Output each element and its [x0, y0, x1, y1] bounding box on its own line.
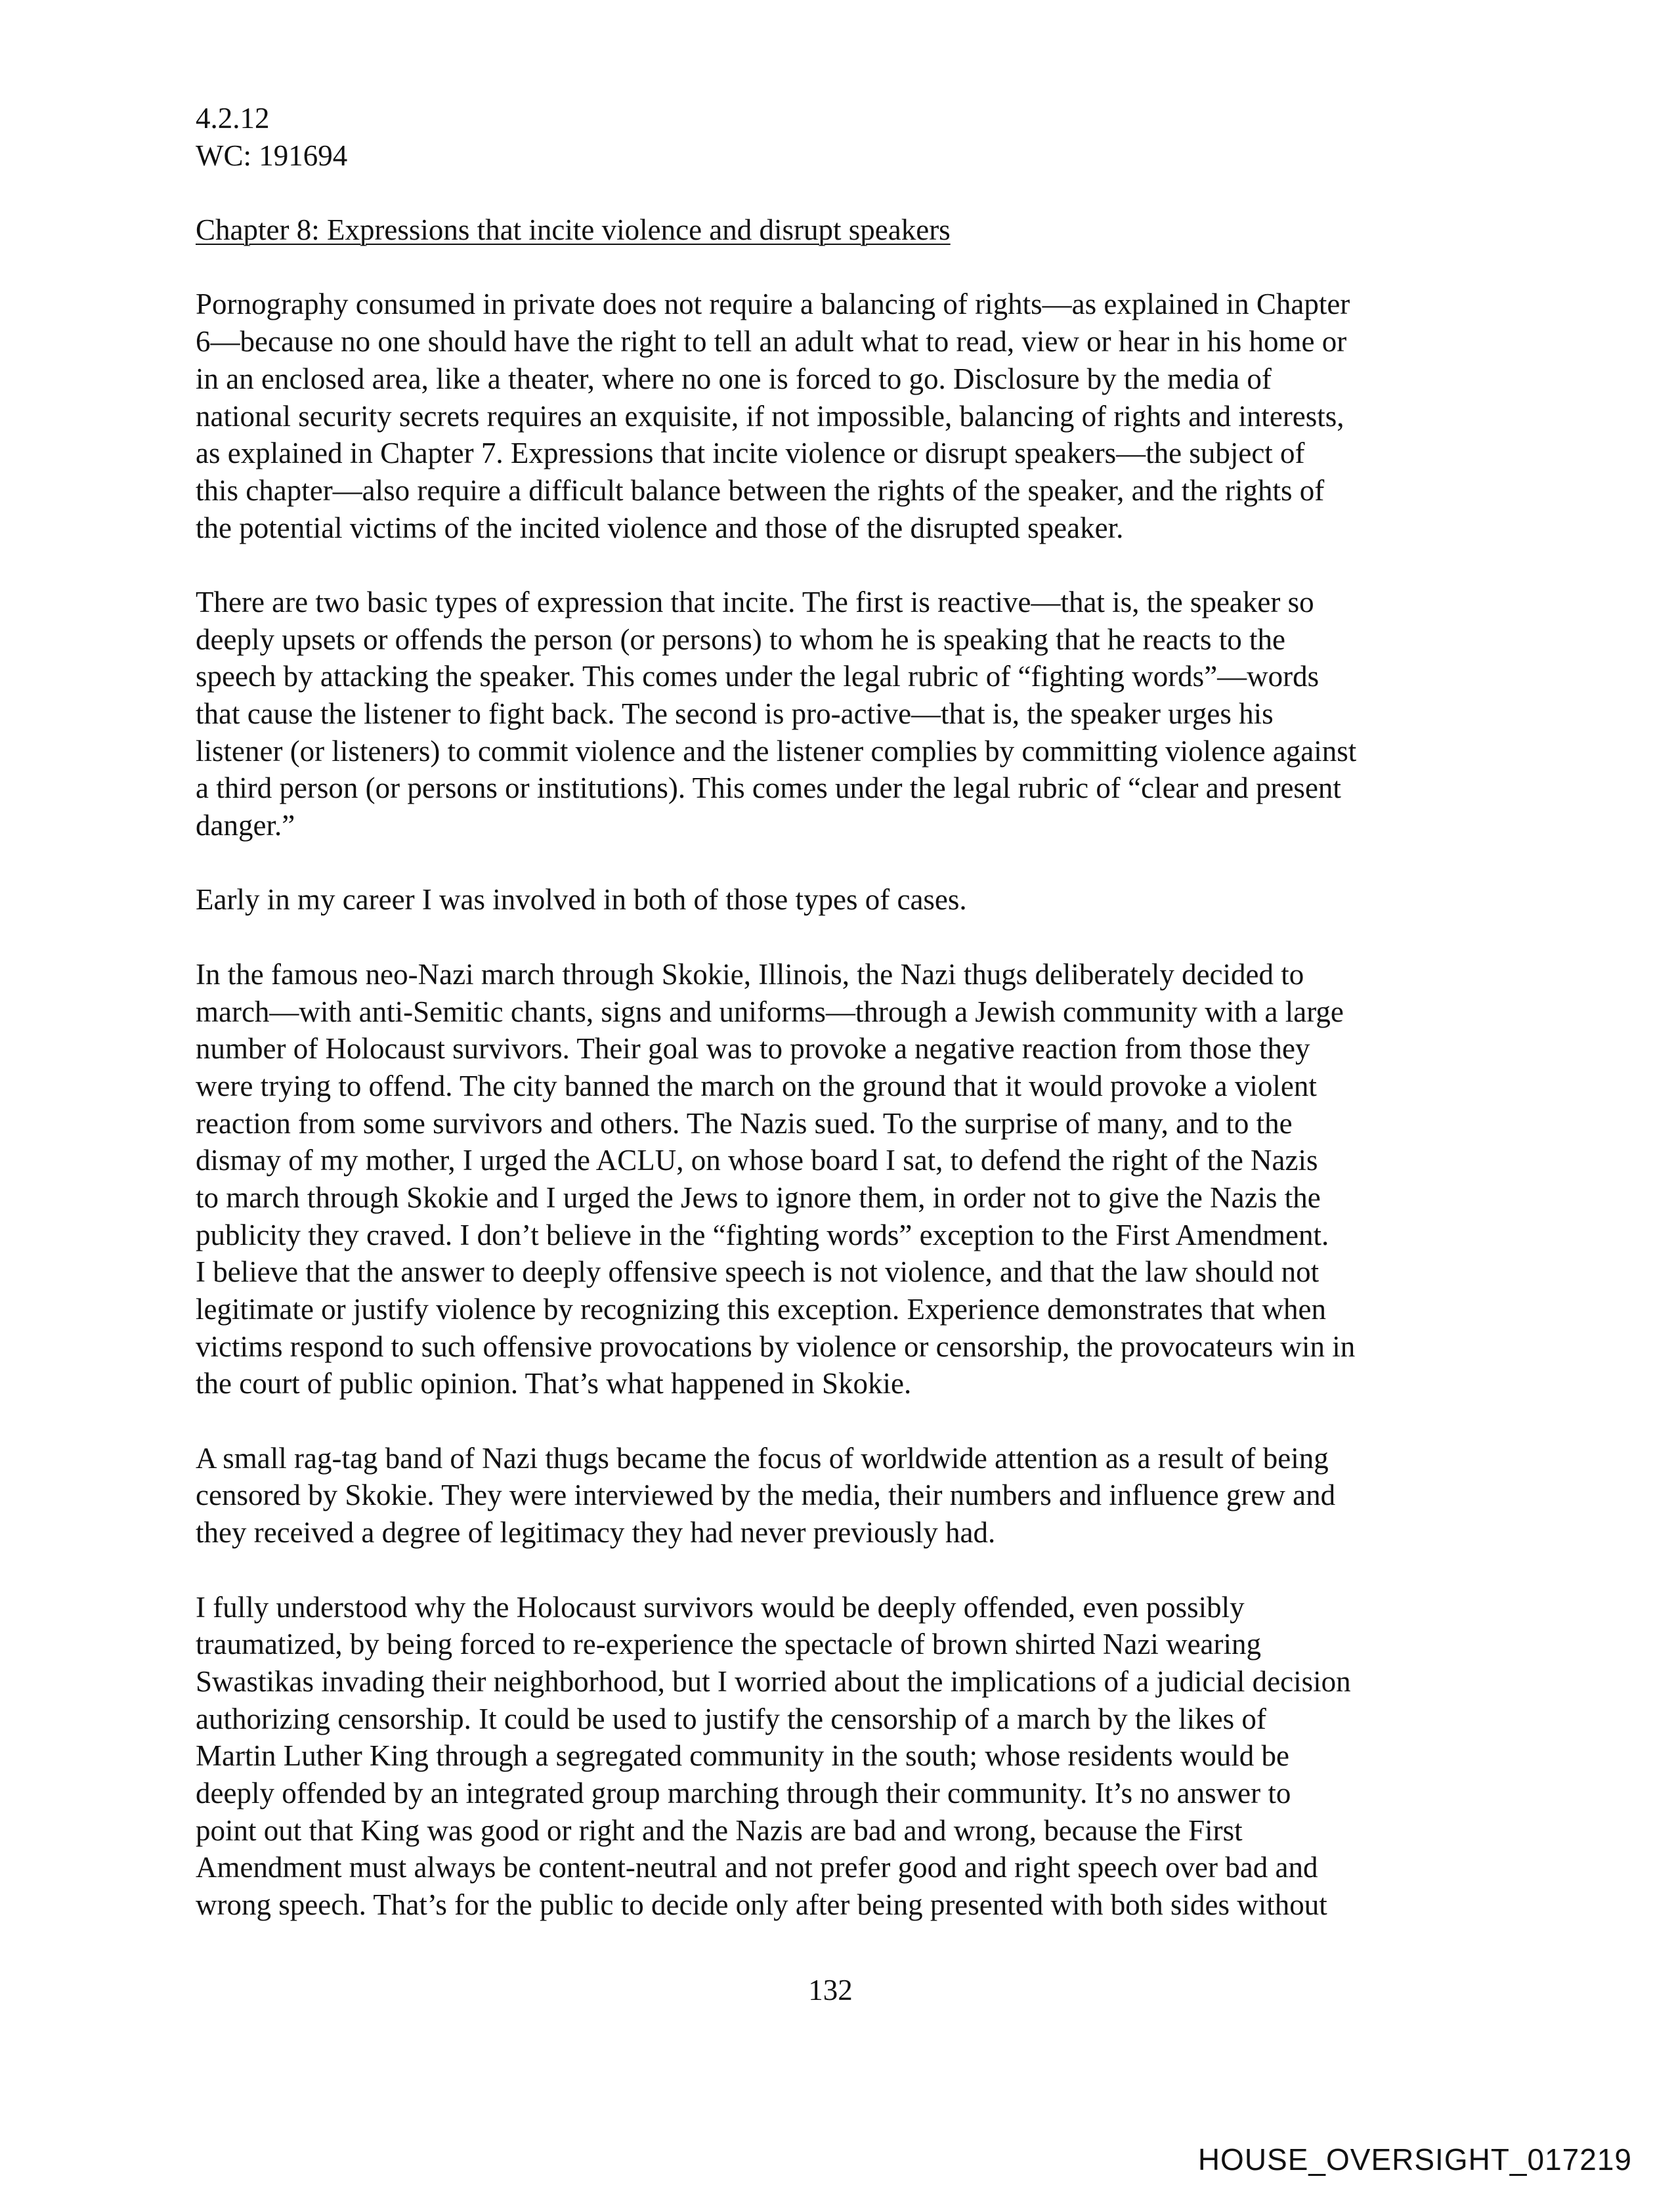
paragraph-line: dismay of my mother, I urged the ACLU, on whose board I sat, to defend the right of the Nazis: [196, 1144, 1318, 1177]
paragraph-line: danger.”: [196, 809, 295, 842]
paragraph-line: traumatized, by being forced to re-experience the spectacle of brown shirted Nazi wearing: [196, 1628, 1262, 1661]
paragraph-line: Early in my career I was involved in both of those types of cases.: [196, 883, 967, 917]
spacer: [196, 844, 1482, 882]
paragraph: [196, 584, 1482, 844]
paragraph-line: There are two basic types of expression that incite. The first is reactive—that is, the speaker so: [196, 585, 1314, 618]
paragraph-line: Swastikas invading their neighborhood, but I worried about the implications of a judicial decision: [196, 1664, 1351, 1698]
paragraph-line: 6—because no one should have the right to tell an adult what to read, view or hear in his home or: [196, 325, 1347, 358]
paragraph-line: I fully understood why the Holocaust survivors would be deeply offended, even possibly: [196, 1590, 1245, 1624]
paragraph-line: publicity they craved. I don’t believe in the “fighting words” exception to the First Amendment.: [196, 1218, 1329, 1251]
paragraph: [196, 1589, 1482, 1924]
bates-footer: HOUSE_OVERSIGHT_017219: [1197, 2142, 1632, 2177]
paragraph-line: were trying to offend. The city banned the march on the ground that it would provoke a violent: [196, 1069, 1317, 1102]
spacer: [196, 546, 1482, 584]
spacer: [196, 1551, 1482, 1589]
paragraph-line: authorizing censorship. It could be used to justify the censorship of a march by the likes of: [196, 1702, 1266, 1735]
paragraph: [196, 881, 1482, 919]
paragraph-line: censored by Skokie. They were interviewed by the media, their numbers and influence grew and: [196, 1479, 1336, 1512]
spacer: [196, 249, 1482, 286]
spacer: [196, 1402, 1482, 1440]
paragraph-line: that cause the listener to fight back. The second is pro-active—that is, the speaker urges his: [196, 697, 1274, 730]
paragraph-line: speech by attacking the speaker. This comes under the legal rubric of “fighting words”—words: [196, 660, 1320, 693]
paragraph-line: as explained in Chapter 7. Expressions that incite violence or disrupt speakers—the subject of: [196, 437, 1305, 470]
paragraph-line: listener (or listeners) to commit violence and the listener complies by committing violence against: [196, 734, 1357, 768]
paragraph-line: I believe that the answer to deeply offensive speech is not violence, and that the law should not: [196, 1255, 1320, 1289]
paragraph-line: wrong speech. That’s for the public to decide only after being presented with both sides without: [196, 1888, 1327, 1921]
paragraph-line: In the famous neo-Nazi march through Skokie, Illinois, the Nazi thugs deliberately decided to: [196, 957, 1304, 991]
paragraph-line: national security secrets requires an exquisite, if not impossible, balancing of rights and interests,: [196, 399, 1344, 433]
paragraph: [196, 286, 1482, 546]
page-number: 132: [808, 1974, 853, 2006]
paragraph-line: reaction from some survivors and others. The Nazis sued. To the surprise of many, and to the: [196, 1106, 1293, 1140]
paragraph-line: Amendment must always be content-neutral and not prefer good and right speech over bad and: [196, 1851, 1318, 1884]
document-date: 4.2.12: [196, 102, 270, 135]
paragraph-line: Martin Luther King through a segregated community in the south; whose residents would be: [196, 1739, 1289, 1773]
paragraph-line: A small rag-tag band of Nazi thugs became the focus of worldwide attention as a result of being: [196, 1441, 1329, 1475]
paragraph-line: march—with anti-Semitic chants, signs and uniforms—through a Jewish community with a large: [196, 995, 1344, 1028]
paragraph-line: this chapter—also require a difficult balance between the rights of the speaker, and the rights of: [196, 473, 1325, 507]
spacer: [196, 174, 1482, 211]
word-count: WC: 191694: [196, 139, 348, 172]
paragraph-line: Pornography consumed in private does not require a balancing of rights—as explained in Chapter: [196, 288, 1350, 321]
chapter-title: Chapter 8: Expressions that incite violence and disrupt speakers: [196, 213, 951, 247]
paragraph: [196, 1440, 1482, 1551]
paragraph-line: legitimate or justify violence by recognizing this exception. Experience demonstrates that when: [196, 1293, 1326, 1326]
spacer: [196, 919, 1482, 956]
paragraph-line: victims respond to such offensive provocations by violence or censorship, the provocateurs win in: [196, 1330, 1356, 1363]
paragraph-line: a third person (or persons or institutions). This comes under the legal rubric of “clear and present: [196, 771, 1341, 805]
paragraph-line: to march through Skokie and I urged the Jews to ignore them, in order not to give the Nazis the: [196, 1181, 1321, 1214]
paragraph-line: the court of public opinion. That’s what happened in Skokie.: [196, 1367, 912, 1400]
paragraph: [196, 956, 1482, 1402]
paragraph-line: number of Holocaust survivors. Their goal was to provoke a negative reaction from those they: [196, 1032, 1310, 1066]
paragraph-line: deeply offended by an integrated group marching through their community. It’s no answer to: [196, 1776, 1291, 1810]
paragraph-line: they received a degree of legitimacy they had never previously had.: [196, 1516, 996, 1550]
paragraph-line: point out that King was good or right and the Nazis are bad and wrong, because the First: [196, 1813, 1243, 1847]
document-body: [196, 100, 1482, 1924]
paragraph-line: the potential victims of the incited violence and those of the disrupted speaker.: [196, 511, 1124, 544]
paragraph-line: deeply upsets or offends the person (or persons) to whom he is speaking that he reacts to the: [196, 622, 1286, 656]
paragraph-line: in an enclosed area, like a theater, where no one is forced to go. Disclosure by the media of: [196, 362, 1272, 395]
